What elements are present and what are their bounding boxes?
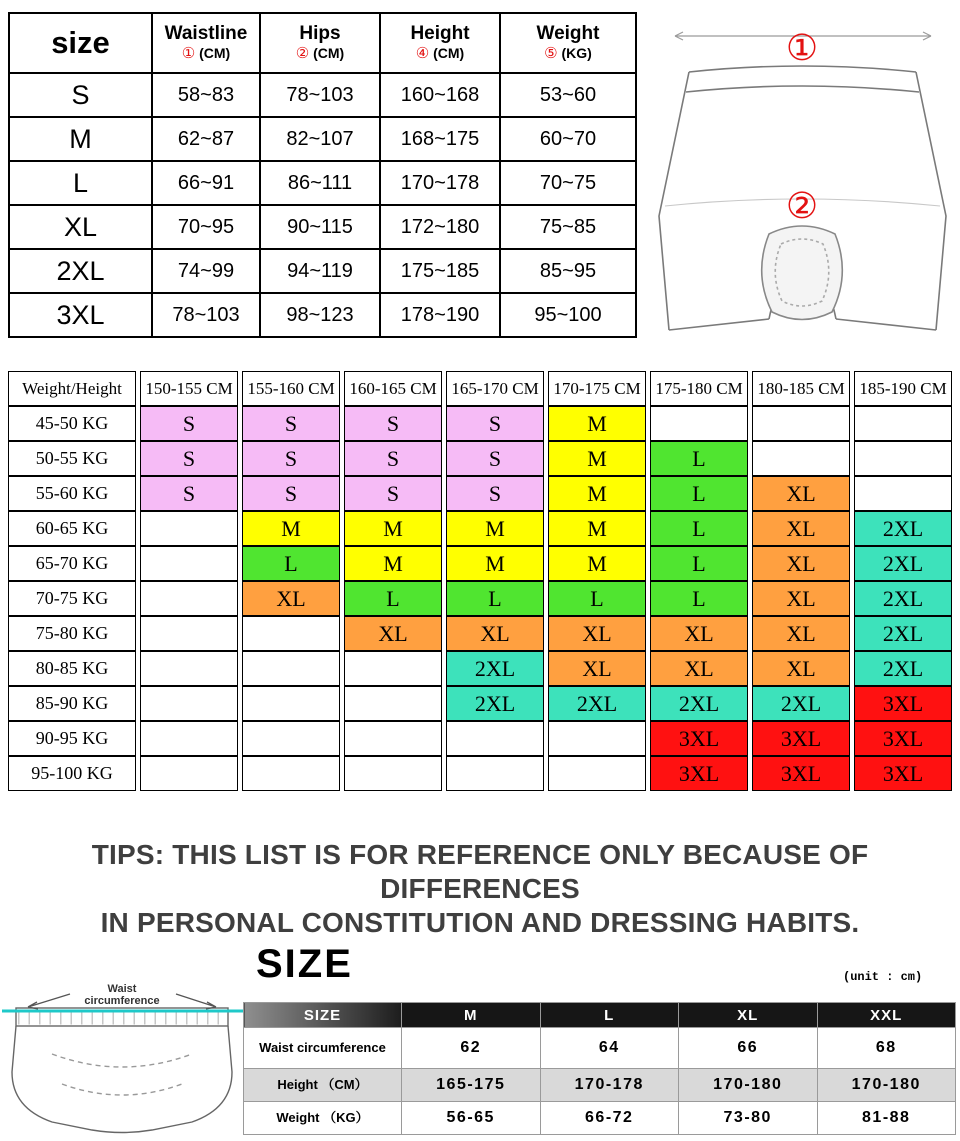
col-name: Waistline <box>164 23 248 45</box>
col-name: Weight <box>536 23 600 45</box>
size-header: size <box>9 13 152 73</box>
circled-number: ④ <box>415 44 430 63</box>
matrix-size-cell: L <box>650 441 748 476</box>
matrix-empty-cell <box>242 616 340 651</box>
size-row-value: 78~103 <box>152 293 260 337</box>
matrix-size-cell: L <box>650 511 748 546</box>
size-row-value: 170~178 <box>380 161 500 205</box>
matrix-size-cell: S <box>140 441 238 476</box>
size-row-value: 86~111 <box>260 161 380 205</box>
size-row-value: 98~123 <box>260 293 380 337</box>
bottom-table-row <box>244 1028 956 1069</box>
matrix-size-cell: 2XL <box>548 686 646 721</box>
matrix-row <box>8 756 952 791</box>
bottom-table-body <box>244 1028 956 1135</box>
bottom-row-value: 62 <box>402 1028 541 1069</box>
size-row-value: 94~119 <box>260 249 380 293</box>
bottom-header-cell: SIZE <box>244 1003 402 1028</box>
size-row-label: M <box>9 117 152 161</box>
size-row-value: 70~95 <box>152 205 260 249</box>
matrix-row <box>8 511 952 546</box>
circled-number: ① <box>181 44 196 63</box>
col-unit <box>153 45 259 62</box>
matrix-size-cell: XL <box>650 651 748 686</box>
size-row-value: 85~95 <box>500 249 636 293</box>
matrix-weight-label: 90-95 KG <box>8 721 136 756</box>
waist-mark-label: ① <box>785 28 819 69</box>
circled-number: ② <box>295 44 310 63</box>
bottom-header-cell: L <box>540 1003 679 1028</box>
matrix-size-cell: 3XL <box>650 721 748 756</box>
matrix-size-cell: S <box>446 441 544 476</box>
matrix-empty-cell <box>650 406 748 441</box>
bottom-table-head <box>244 1003 956 1028</box>
size-spec-body <box>9 73 636 337</box>
matrix-empty-cell <box>854 441 952 476</box>
matrix-size-cell: S <box>242 476 340 511</box>
matrix-empty-cell <box>344 651 442 686</box>
matrix-weight-label: 55-60 KG <box>8 476 136 511</box>
matrix-size-cell: 2XL <box>446 651 544 686</box>
matrix-row <box>8 441 952 476</box>
waist-label-line2: circumference <box>84 995 160 1007</box>
size-row-value: 78~103 <box>260 73 380 117</box>
size-spec-row <box>9 117 636 161</box>
size-row-value: 160~168 <box>380 73 500 117</box>
tips-text <box>0 838 960 940</box>
matrix-empty-cell <box>752 441 850 476</box>
matrix-size-cell: XL <box>548 651 646 686</box>
unit-text: (CM) <box>199 45 231 62</box>
matrix-weight-label: 50-55 KG <box>8 441 136 476</box>
size-row-value: 178~190 <box>380 293 500 337</box>
matrix-size-cell: 2XL <box>854 616 952 651</box>
col-header-height <box>380 13 500 73</box>
bottom-header-cell: XL <box>679 1003 818 1028</box>
matrix-row <box>8 546 952 581</box>
shorts-diagram <box>645 10 960 350</box>
size-row-value: 53~60 <box>500 73 636 117</box>
bottom-row-value: 68 <box>817 1028 956 1069</box>
matrix-header-row <box>8 371 952 406</box>
matrix-empty-cell <box>242 651 340 686</box>
bottom-row-value: 66 <box>679 1028 818 1069</box>
size-row-value: 60~70 <box>500 117 636 161</box>
matrix-size-cell: XL <box>242 581 340 616</box>
bottom-row-label: Height （CM） <box>244 1069 402 1102</box>
size-spec-row <box>9 161 636 205</box>
tips-line1: TIPS: THIS LIST IS FOR REFERENCE ONLY BECAUSE OF DIFFERENCES <box>91 839 869 904</box>
col-unit <box>381 45 499 62</box>
matrix-empty-cell <box>140 546 238 581</box>
size-spec-table <box>8 12 637 338</box>
size-spec-row <box>9 249 636 293</box>
matrix-size-cell: S <box>344 406 442 441</box>
matrix-size-cell: 3XL <box>854 756 952 791</box>
matrix-size-cell: M <box>548 476 646 511</box>
matrix-size-cell: S <box>140 476 238 511</box>
matrix-empty-cell <box>854 476 952 511</box>
matrix-empty-cell <box>344 686 442 721</box>
matrix-size-cell: 2XL <box>752 686 850 721</box>
waist-label-line1: Waist <box>107 983 137 995</box>
matrix-row <box>8 406 952 441</box>
bottom-row-value: 64 <box>540 1028 679 1069</box>
matrix-row <box>8 651 952 686</box>
matrix-size-cell: M <box>548 546 646 581</box>
matrix-height-header: 165-170 CM <box>446 371 544 406</box>
matrix-size-cell: L <box>242 546 340 581</box>
col-header-hips <box>260 13 380 73</box>
matrix-empty-cell <box>140 721 238 756</box>
matrix-height-header: 180-185 CM <box>752 371 850 406</box>
matrix-size-cell: S <box>140 406 238 441</box>
matrix-size-cell: 3XL <box>752 756 850 791</box>
matrix-size-cell: 3XL <box>854 721 952 756</box>
matrix-empty-cell <box>242 721 340 756</box>
matrix-empty-cell <box>446 756 544 791</box>
matrix-empty-cell <box>242 686 340 721</box>
bottom-row-value: 170-180 <box>679 1069 818 1102</box>
size-row-value: 95~100 <box>500 293 636 337</box>
bottom-row-value: 81-88 <box>817 1102 956 1135</box>
matrix-size-cell: 3XL <box>650 756 748 791</box>
matrix-row <box>8 476 952 511</box>
matrix-size-cell: 2XL <box>650 686 748 721</box>
matrix-size-cell: M <box>242 511 340 546</box>
size-row-value: 90~115 <box>260 205 380 249</box>
matrix-empty-cell <box>548 721 646 756</box>
matrix-size-cell: M <box>446 511 544 546</box>
matrix-empty-cell <box>344 721 442 756</box>
brief-outline <box>2 994 243 1133</box>
matrix-size-cell: 2XL <box>854 511 952 546</box>
matrix-height-header: 185-190 CM <box>854 371 952 406</box>
col-name: Hips <box>299 23 341 45</box>
matrix-size-cell: M <box>548 511 646 546</box>
matrix-weight-label: 85-90 KG <box>8 686 136 721</box>
weight-height-matrix <box>4 371 956 791</box>
matrix-size-cell: XL <box>752 546 850 581</box>
size-row-value: 62~87 <box>152 117 260 161</box>
size-spec-row <box>9 293 636 337</box>
matrix-height-header: 150-155 CM <box>140 371 238 406</box>
bottom-header-row <box>244 1003 956 1028</box>
matrix-empty-cell <box>242 756 340 791</box>
size-row-value: 70~75 <box>500 161 636 205</box>
matrix-empty-cell <box>140 616 238 651</box>
matrix-size-cell: XL <box>446 616 544 651</box>
matrix-height-header: 175-180 CM <box>650 371 748 406</box>
bottom-size-title: SIZE <box>256 942 353 986</box>
right-arrow <box>176 994 216 1009</box>
matrix-size-cell: S <box>344 441 442 476</box>
tips-line2: IN PERSONAL CONSTITUTION AND DRESSING HABITS. <box>100 907 860 938</box>
matrix-size-cell: XL <box>752 616 850 651</box>
matrix-size-cell: L <box>650 581 748 616</box>
matrix-size-cell: XL <box>752 476 850 511</box>
size-row-label: 2XL <box>9 249 152 293</box>
bottom-row-value: 170-180 <box>817 1069 956 1102</box>
matrix-empty-cell <box>854 406 952 441</box>
size-row-value: 66~91 <box>152 161 260 205</box>
size-row-value: 82~107 <box>260 117 380 161</box>
matrix-row <box>8 581 952 616</box>
matrix-weight-label: 75-80 KG <box>8 616 136 651</box>
matrix-empty-cell <box>344 756 442 791</box>
bottom-row-value: 56-65 <box>402 1102 541 1135</box>
matrix-size-cell: S <box>446 476 544 511</box>
size-row-label: 3XL <box>9 293 152 337</box>
matrix-size-cell: XL <box>344 616 442 651</box>
matrix-empty-cell <box>752 406 850 441</box>
matrix-weight-label: 80-85 KG <box>8 651 136 686</box>
col-unit <box>501 45 635 62</box>
matrix-size-cell: L <box>548 581 646 616</box>
bottom-row-value: 165-175 <box>402 1069 541 1102</box>
matrix-empty-cell <box>446 721 544 756</box>
hips-mark-label: ② <box>785 186 819 227</box>
matrix-size-cell: XL <box>752 651 850 686</box>
matrix-size-cell: 3XL <box>752 721 850 756</box>
shorts-outline <box>659 32 946 330</box>
matrix-empty-cell <box>140 651 238 686</box>
matrix-weight-label: 70-75 KG <box>8 581 136 616</box>
matrix-size-cell: M <box>344 511 442 546</box>
size-row-value: 74~99 <box>152 249 260 293</box>
col-header-waistline <box>152 13 260 73</box>
matrix-size-cell: L <box>650 476 748 511</box>
matrix-size-cell: XL <box>752 581 850 616</box>
size-row-value: 172~180 <box>380 205 500 249</box>
matrix-size-cell: 3XL <box>854 686 952 721</box>
matrix-corner-header: Weight/Height <box>8 371 136 406</box>
matrix-height-header: 170-175 CM <box>548 371 646 406</box>
matrix-size-cell: XL <box>650 616 748 651</box>
bottom-row-label: Weight （KG） <box>244 1102 402 1135</box>
matrix-size-cell: 2XL <box>854 581 952 616</box>
size-row-label: XL <box>9 205 152 249</box>
matrix-height-header: 155-160 CM <box>242 371 340 406</box>
matrix-size-cell: M <box>344 546 442 581</box>
matrix-size-cell: L <box>344 581 442 616</box>
bottom-row-label: Waist circumference <box>244 1028 402 1069</box>
unit-text: (KG) <box>561 45 592 62</box>
matrix-empty-cell <box>140 581 238 616</box>
bottom-table-row <box>244 1069 956 1102</box>
matrix-size-cell: XL <box>548 616 646 651</box>
matrix-size-cell: M <box>446 546 544 581</box>
matrix-size-cell: S <box>446 406 544 441</box>
matrix-size-cell: M <box>548 406 646 441</box>
size-row-value: 175~185 <box>380 249 500 293</box>
matrix-size-cell: L <box>650 546 748 581</box>
matrix-row <box>8 721 952 756</box>
matrix-height-header: 160-165 CM <box>344 371 442 406</box>
matrix-weight-label: 95-100 KG <box>8 756 136 791</box>
matrix-size-cell: 2XL <box>854 546 952 581</box>
matrix-size-cell: M <box>548 441 646 476</box>
matrix-size-cell: XL <box>752 511 850 546</box>
matrix-size-cell: S <box>344 476 442 511</box>
matrix-row <box>8 686 952 721</box>
size-spec-header-row <box>9 13 636 73</box>
size-row-label: S <box>9 73 152 117</box>
bottom-row-value: 66-72 <box>540 1102 679 1135</box>
bottom-row-value: 73-80 <box>679 1102 818 1135</box>
unit-note: (unit : cm) <box>843 970 923 984</box>
matrix-weight-label: 45-50 KG <box>8 406 136 441</box>
col-header-weight <box>500 13 636 73</box>
bottom-table-row <box>244 1102 956 1135</box>
unit-text: (CM) <box>313 45 345 62</box>
matrix-size-cell: S <box>242 441 340 476</box>
bottom-row-value: 170-178 <box>540 1069 679 1102</box>
col-name: Height <box>410 23 470 45</box>
circled-number: ⑤ <box>544 44 558 63</box>
matrix-size-cell: 2XL <box>446 686 544 721</box>
matrix-empty-cell <box>140 686 238 721</box>
size-row-value: 75~85 <box>500 205 636 249</box>
size-row-label: L <box>9 161 152 205</box>
size-spec-row <box>9 205 636 249</box>
bottom-size-table <box>243 1002 956 1135</box>
size-spec-row <box>9 73 636 117</box>
matrix-empty-cell <box>140 511 238 546</box>
matrix-size-cell: S <box>242 406 340 441</box>
unit-text: (CM) <box>433 45 465 62</box>
size-row-value: 168~175 <box>380 117 500 161</box>
bottom-header-cell: M <box>402 1003 541 1028</box>
matrix-size-cell: L <box>446 581 544 616</box>
matrix-weight-label: 60-65 KG <box>8 511 136 546</box>
left-arrow <box>28 994 70 1009</box>
matrix-empty-cell <box>140 756 238 791</box>
matrix-empty-cell <box>548 756 646 791</box>
matrix-row <box>8 616 952 651</box>
col-unit <box>261 45 379 62</box>
matrix-size-cell: 2XL <box>854 651 952 686</box>
bottom-header-cell: XXL <box>817 1003 956 1028</box>
brief-diagram <box>0 980 245 1141</box>
size-row-value: 58~83 <box>152 73 260 117</box>
matrix-weight-label: 65-70 KG <box>8 546 136 581</box>
